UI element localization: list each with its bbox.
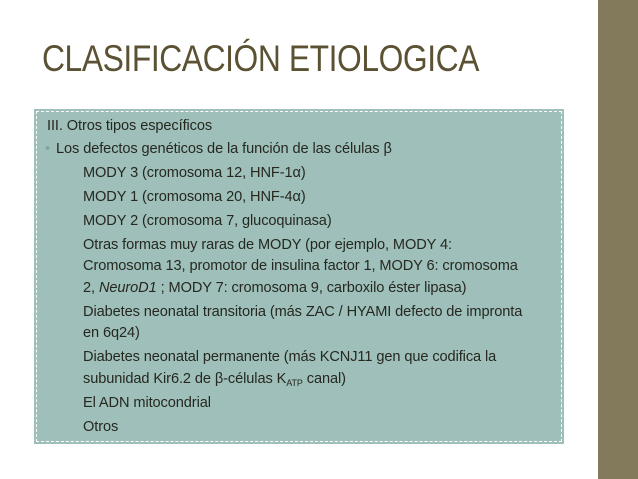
section-heading: III. Otros tipos específicos	[47, 118, 213, 134]
bullet-item	[45, 141, 392, 157]
text-fragment: canal)	[302, 371, 346, 387]
list-item: en 6q24)	[83, 325, 140, 341]
list-item: Diabetes neonatal transitoria (más ZAC / HYAMI defecto de impronta	[83, 304, 523, 320]
list-item: MODY 2 (cromosoma 7, glucoquinasa)	[83, 213, 332, 229]
bullet-dot-icon: •	[45, 141, 51, 157]
text-fragment: subunidad Kir6.2 de β-células K	[83, 371, 287, 387]
italic-gene-name: NeuroD1	[98, 280, 157, 296]
list-item: MODY 1 (cromosoma 20, HNF-4α)	[83, 189, 306, 205]
list-item	[83, 371, 346, 388]
list-item: Otras formas muy raras de MODY (por ejemplo, MODY 4:	[83, 237, 452, 253]
subscript-atp: ATP	[286, 378, 303, 388]
text-fragment: 2,	[83, 280, 99, 296]
list-item: Cromosoma 13, promotor de insulina factor 1, MODY 6: cromosoma	[83, 258, 518, 274]
content-box	[36, 111, 562, 442]
list-item	[83, 280, 466, 296]
list-item: MODY 3 (cromosoma 12, HNF-1α)	[83, 165, 306, 181]
list-item: Otros	[83, 419, 119, 435]
list-item: Diabetes neonatal permanente (más KCNJ11 gen que codifica la	[83, 349, 497, 365]
decorative-sidebar	[598, 0, 638, 479]
text-fragment: ; MODY 7: cromosoma 9, carboxilo éster lipasa)	[156, 280, 467, 296]
slide-title: CLASIFICACIÓN ETIOLOGICA	[42, 38, 480, 79]
bullet-text: Los defectos genéticos de la función de las células β	[56, 141, 392, 157]
list-item: El ADN mitocondrial	[83, 395, 211, 411]
